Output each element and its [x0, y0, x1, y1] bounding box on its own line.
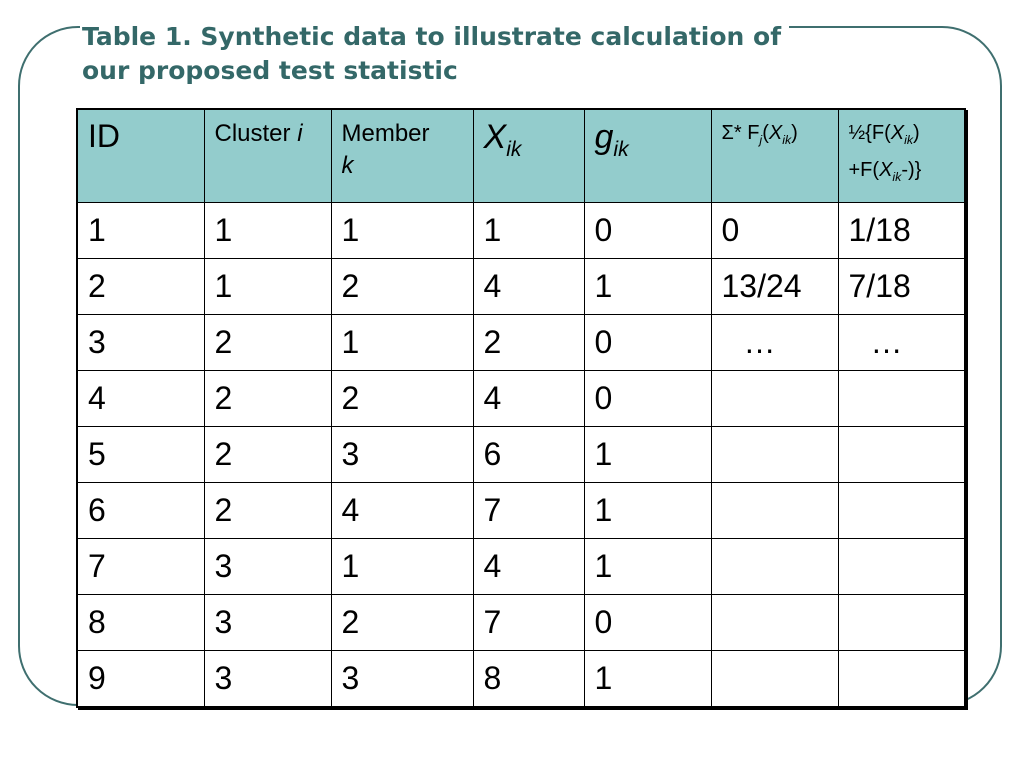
cell-sum-f: [711, 595, 838, 651]
cell-g-ik: 1: [584, 427, 711, 483]
table-row: [77, 483, 965, 539]
cell-g-ik: 0: [584, 371, 711, 427]
cell-id: 3: [77, 315, 204, 371]
cell-half-f: [838, 539, 965, 595]
data-table: [76, 108, 966, 708]
cell-cluster: 1: [204, 203, 331, 259]
cell-g-ik: 1: [584, 483, 711, 539]
cell-id: 6: [77, 483, 204, 539]
header-sum-f: Σ* $F_j(X_{ik})$: [711, 109, 838, 203]
table-row: [77, 259, 965, 315]
cell-cluster: 2: [204, 315, 331, 371]
cell-cluster: 1: [204, 259, 331, 315]
cell-sum-f: 0: [711, 203, 838, 259]
cell-x-ik: 8: [473, 651, 584, 708]
header-half-f: $\frac{1}{2}\{F(X_{ik})$ $+F(X_{ik}-)$}: [838, 109, 965, 203]
cell-half-f: 1/18: [838, 203, 965, 259]
cell-member: 1: [331, 539, 473, 595]
header-cluster: Cluster i: [204, 109, 331, 203]
cell-sum-f: [711, 371, 838, 427]
slide-title: [80, 20, 789, 88]
header-g-ik: $g_{ik}$: [584, 109, 711, 203]
cell-half-f: …: [838, 315, 965, 371]
header-id: ID: [77, 109, 204, 203]
cell-cluster: 3: [204, 595, 331, 651]
cell-sum-f: [711, 427, 838, 483]
cell-sum-f: 13/24: [711, 259, 838, 315]
cell-id: 1: [77, 203, 204, 259]
cell-half-f: 7/18: [838, 259, 965, 315]
cell-x-ik: 1: [473, 203, 584, 259]
table-row: [77, 371, 965, 427]
cell-g-ik: 1: [584, 539, 711, 595]
table-row: [77, 427, 965, 483]
title-line-2: our proposed test statistic: [82, 56, 458, 85]
cell-half-f: [838, 483, 965, 539]
cell-sum-f: …: [711, 315, 838, 371]
cell-sum-f: [711, 539, 838, 595]
cell-member: 2: [331, 595, 473, 651]
cell-half-f: [838, 651, 965, 708]
cell-id: 2: [77, 259, 204, 315]
cell-x-ik: 7: [473, 483, 584, 539]
table-row: [77, 315, 965, 371]
cell-x-ik: 4: [473, 259, 584, 315]
cell-g-ik: 0: [584, 203, 711, 259]
cell-x-ik: 7: [473, 595, 584, 651]
cell-x-ik: 2: [473, 315, 584, 371]
cell-member: 4: [331, 483, 473, 539]
cell-g-ik: 0: [584, 315, 711, 371]
cell-half-f: [838, 427, 965, 483]
cell-half-f: [838, 595, 965, 651]
cell-member: 1: [331, 315, 473, 371]
cell-sum-f: [711, 483, 838, 539]
table-row: [77, 595, 965, 651]
table-header-row: [77, 109, 965, 203]
cell-x-ik: 4: [473, 539, 584, 595]
table-row: [77, 203, 965, 259]
cell-cluster: 3: [204, 651, 331, 708]
cell-cluster: 3: [204, 539, 331, 595]
cell-id: 4: [77, 371, 204, 427]
cell-g-ik: 1: [584, 259, 711, 315]
cell-cluster: 2: [204, 483, 331, 539]
header-member: Member k: [331, 109, 473, 203]
table-row: [77, 651, 965, 708]
cell-member: 2: [331, 371, 473, 427]
cell-member: 2: [331, 259, 473, 315]
cell-member: 3: [331, 651, 473, 708]
cell-cluster: 2: [204, 427, 331, 483]
cell-g-ik: 1: [584, 651, 711, 708]
cell-x-ik: 6: [473, 427, 584, 483]
cell-id: 7: [77, 539, 204, 595]
header-x-ik: $X_{ik}$: [473, 109, 584, 203]
cell-sum-f: [711, 651, 838, 708]
cell-id: 8: [77, 595, 204, 651]
cell-half-f: [838, 371, 965, 427]
cell-x-ik: 4: [473, 371, 584, 427]
title-line-1: Table 1. Synthetic data to illustrate calculation of: [82, 22, 782, 51]
cell-id: 9: [77, 651, 204, 708]
data-table-container: [76, 108, 966, 704]
cell-member: 1: [331, 203, 473, 259]
cell-member: 3: [331, 427, 473, 483]
cell-id: 5: [77, 427, 204, 483]
cell-cluster: 2: [204, 371, 331, 427]
cell-g-ik: 0: [584, 595, 711, 651]
table-row: [77, 539, 965, 595]
